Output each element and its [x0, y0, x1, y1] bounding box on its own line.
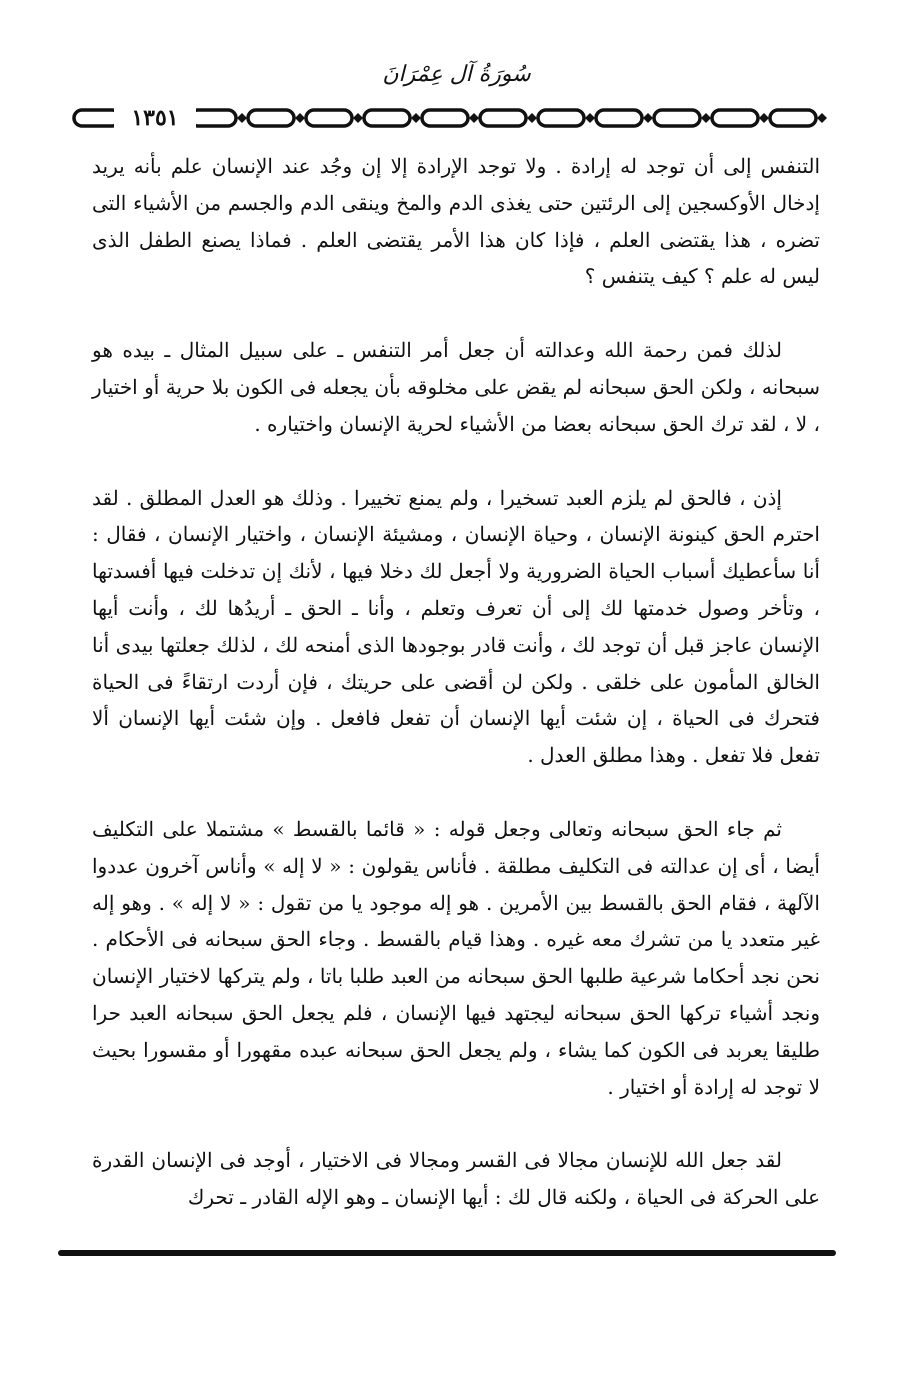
chain-link: [538, 110, 584, 126]
chain-link: [654, 110, 700, 126]
chain-diamond: [295, 113, 305, 123]
chain-diamond: [527, 113, 537, 123]
bottom-rule: [58, 1250, 836, 1256]
chain-diamond: [585, 113, 595, 123]
chain-link: [480, 110, 526, 126]
chain-diamond: [817, 113, 827, 123]
page-number: ١٣٥١: [114, 100, 196, 136]
chain-link: [596, 110, 642, 126]
chain-diamond: [237, 113, 247, 123]
chain-link: [364, 110, 410, 126]
paragraph-2: لذلك فمن رحمة الله وعدالته أن جعل أمر التنفس ـ على سبيل المثال ـ بيده هو سبحانه ، ولكن الحق سبحانه لم يقض على مخلوقه بأن يجعله فى الكون بلا حرية أو اختيار ، لا ، لقد ترك الحق سبحانه بعضا من الأشياء لحرية الإنسان واختياره .: [92, 338, 820, 436]
main-text: [92, 148, 820, 1253]
chain-diamond: [759, 113, 769, 123]
header-chain-border: [70, 100, 840, 136]
chain-diamond: [353, 113, 363, 123]
paragraph-1: التنفس إلى أن توجد له إرادة . ولا توجد الإرادة إلا إن وجُد عند الإنسان علم بأنه يريد إدخال الأوكسجين إلى الرئتين حتى يغذى الدم والمخ وينقى الدم والجسم من الأشياء التى تضره ، هذا يقتضى العلم ، فإذا كان هذا الأمر يقتضى العلم . فماذا يصنع الطفل الذى ليس له علم ؟ كيف يتنفس ؟: [92, 154, 820, 289]
paragraph-3: إذن ، فالحق لم يلزم العبد تسخيرا ، ولم يمنع تخييرا . وذلك هو العدل المطلق . لقد احترم الحق كينونة الإنسان ، وحياة الإنسان ، ومشيئة الإنسان ، واختيار الإنسان ، فقال : أنا سأعطيك أسباب الحياة الضرورية ولا أجعل لك دخلا فيها ، لأنك إن تدخلت فيها أفسدتها ، وتأخر وصول خدمتها لك إلى أن تعرف وتعلم ، وأنا ـ الحق ـ أريدُها لك ، وأنت أيها الإنسان عاجز قبل أن توجد لك ، وأنت قادر بوجودها الذى أمنحه لك ، لذلك جعلتها بيدى أنا الخالق المأمون على خلقى . ولكن لن أقضى على حريتك ، فإن أردت ارتقاءً فى الحياة فتحرك فى الحياة ، إن شئت أيها الإنسان أن تفعل فافعل . وإن شئت أيها الإنسان ألا تفعل فلا تفعل . وهذا مطلق العدل .: [92, 485, 820, 768]
chain-link: [422, 110, 468, 126]
chain-diamond: [469, 113, 479, 123]
paragraph-5: لقد جعل الله للإنسان مجالا فى القسر ومجالا فى الاختيار ، أوجد فى الإنسان القدرة على الحركة فى الحياة ، ولكنه قال لك : أيها الإنسان ـ وهو الإله القادر ـ تحرك: [92, 1148, 820, 1210]
chain-diamond: [643, 113, 653, 123]
chain-link: [712, 110, 758, 126]
chain-diamond: [701, 113, 711, 123]
paragraph-4: ثم جاء الحق سبحانه وتعالى وجعل قوله : « قائما بالقسط » مشتملا على التكليف أيضا ، أى إن عدالته فى التكليف مطلقة . فأناس يقولون : « لا إله » وأناس آخرون عددوا الآلهة ، فقام الحق بالقسط بين الأمرين . هو إله موجود يا من تقول : « لا إله » . وهو إله غير متعدد يا من تشرك معه غيره . وهذا قيام بالقسط . وجاء الحق سبحانه فى الأحكام . نحن نجد أحكاما شرعية طلبها الحق سبحانه من العبد طلبا باتا ، ولم يتركها لاختيار الإنسان ونجد أشياء تركها الحق سبحانه ليجتهد فيها الإنسان ، فلم يجعل الحق سبحانه العبد حرا طليقا يعربد فى الكون كما يشاء ، ولم يجعل الحق سبحانه عبده مقهورا أو مقسورا بحيث لا توجد له إرادة أو اختيار .: [92, 816, 820, 1099]
chain-link: [306, 110, 352, 126]
chain-diamond: [411, 113, 421, 123]
chain-link: [248, 110, 294, 126]
chain-link: [770, 110, 816, 126]
chain-link: [190, 110, 236, 126]
surah-title: سُورَةُ آل عِمْرَانَ: [382, 62, 531, 87]
